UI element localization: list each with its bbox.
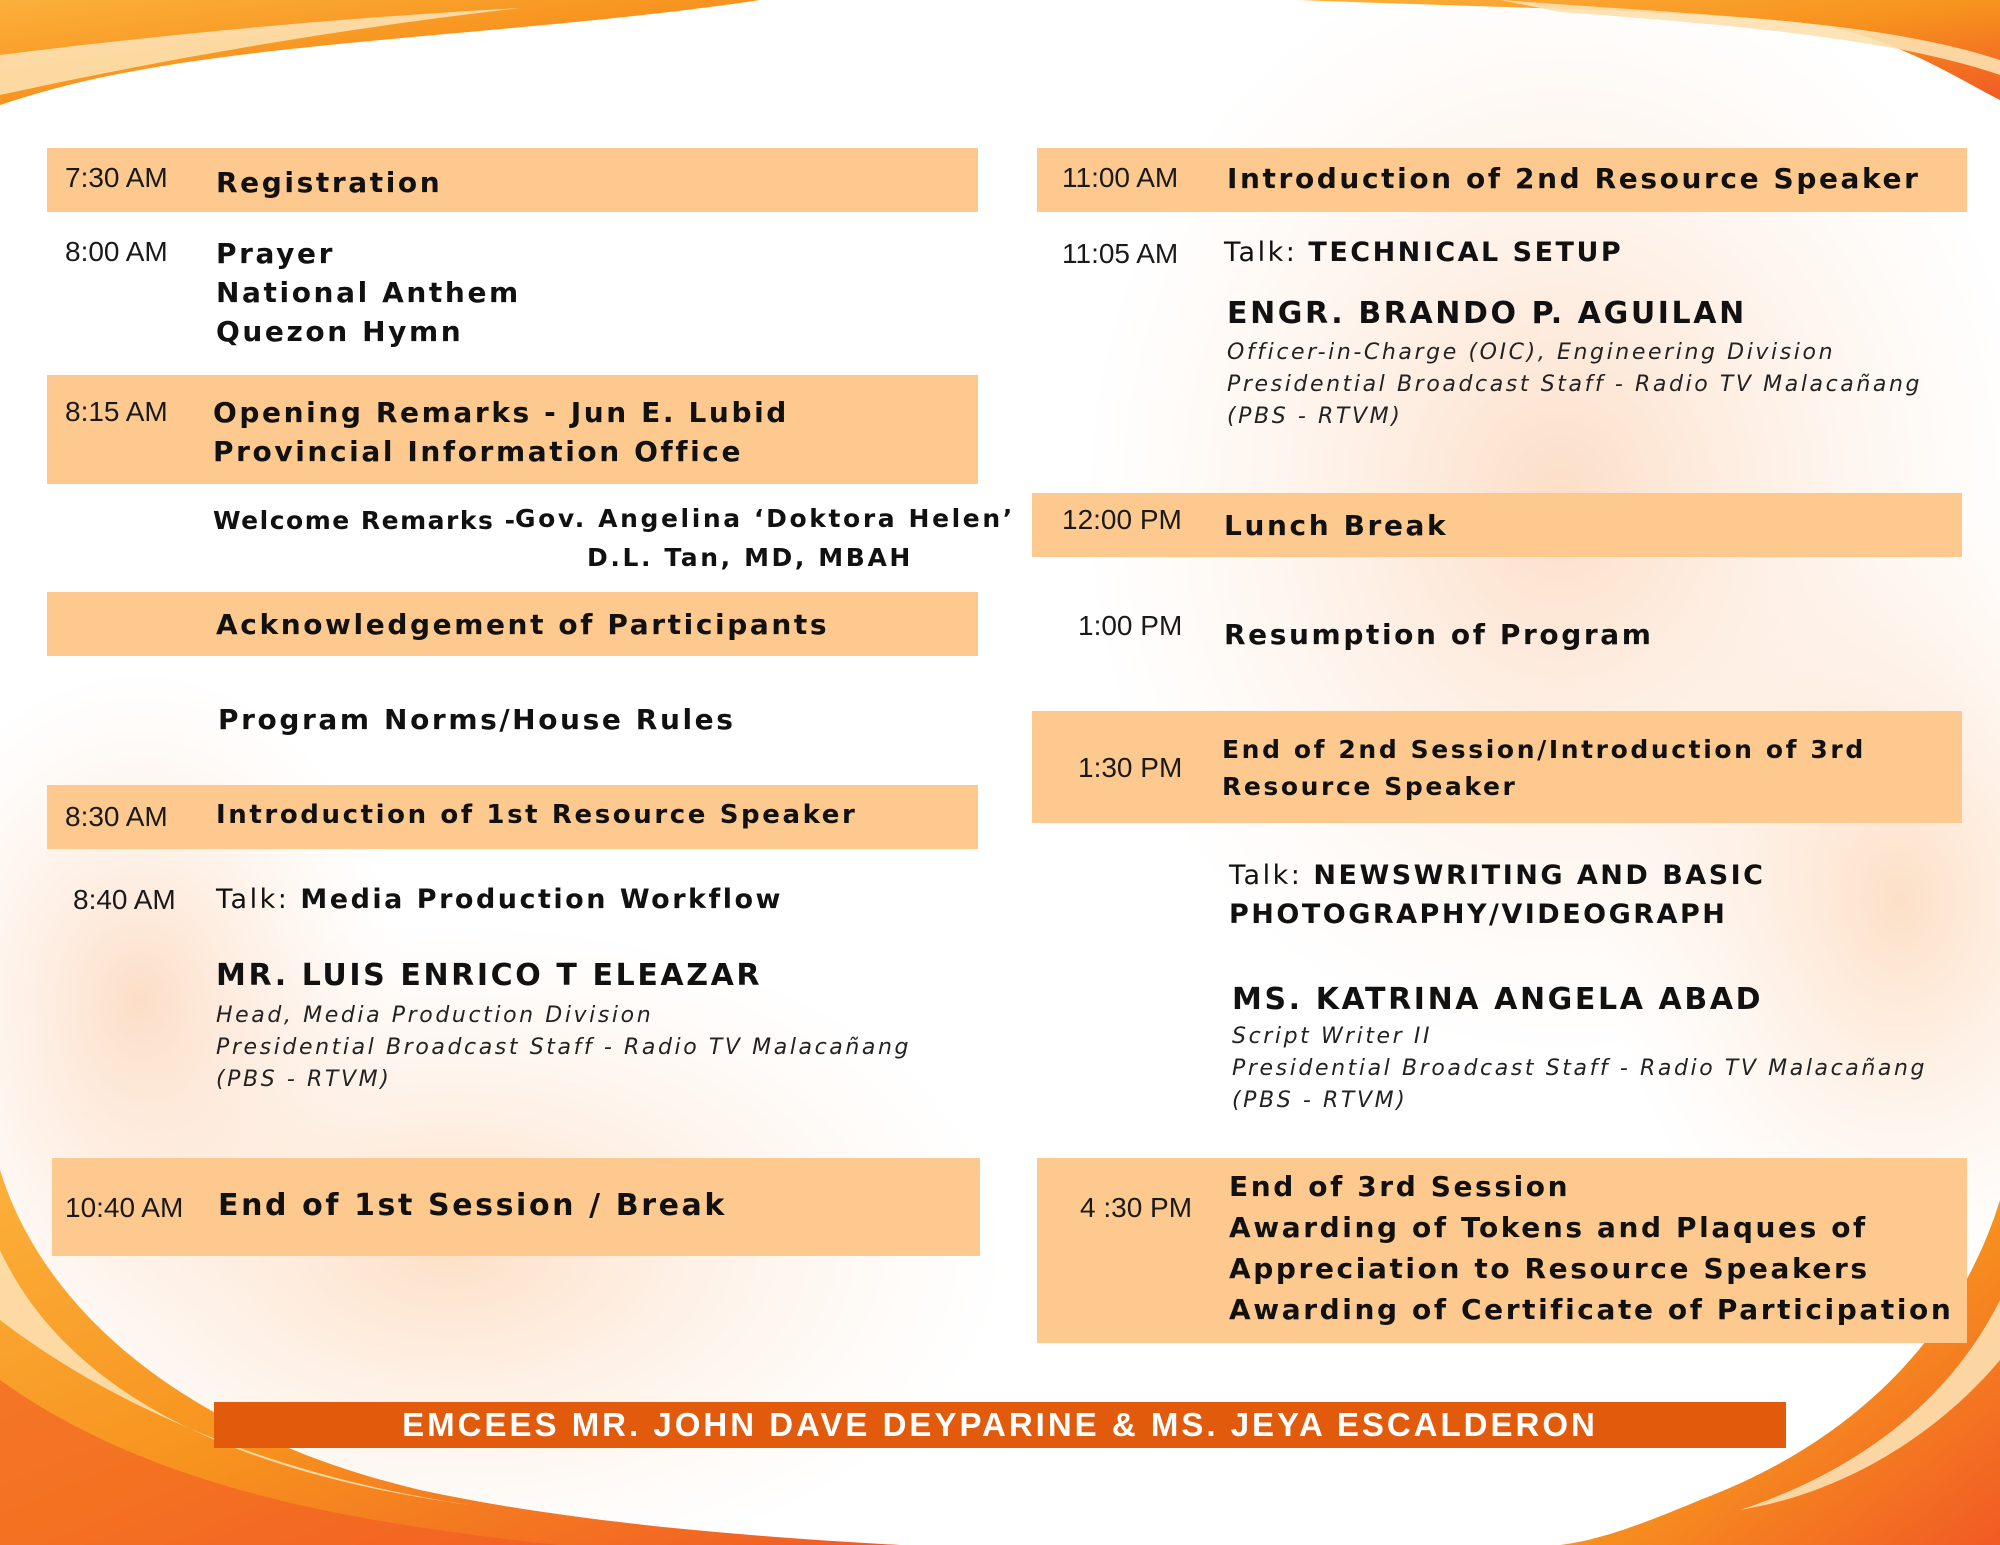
talk-3-title-line2: PHOTOGRAPHY/VIDEOGRAPH bbox=[1229, 899, 1728, 930]
registration-band bbox=[47, 148, 978, 212]
speaker-2-name: ENGR. BRANDO P. AGUILAN bbox=[1227, 296, 1747, 331]
welcome-remarks-credentials: D.L. Tan, MD, MBAH bbox=[587, 543, 913, 572]
end-2nd-line-2: Resource Speaker bbox=[1222, 772, 1518, 801]
appreciation-line: Appreciation to Resource Speakers bbox=[1229, 1252, 1870, 1285]
talk-2-title: TECHNICAL SETUP bbox=[1308, 237, 1624, 268]
emcees-banner: EMCEES MR. JOHN DAVE DEYPARINE & MS. JEYA ESCALDERON bbox=[214, 1402, 1786, 1448]
end-2nd-time: 1:30 PM bbox=[1078, 752, 1183, 783]
talk-3-label: Talk: bbox=[1229, 860, 1303, 891]
welcome-remarks-name: Gov. Angelina ‘Doktora Helen’ bbox=[515, 504, 1015, 533]
speaker-2-role: Officer-in-Charge (OIC), Engineering Division bbox=[1227, 340, 1836, 365]
opening-remarks-line: Opening Remarks - Jun E. Lubid bbox=[213, 396, 789, 429]
end-1st-time: 10:40 AM bbox=[65, 1192, 184, 1223]
lunch-time: 12:00 PM bbox=[1062, 504, 1182, 535]
norms-title: Program Norms/House Rules bbox=[218, 703, 736, 736]
end-3rd-time: 4 :30 PM bbox=[1080, 1192, 1193, 1223]
welcome-remarks-label: Welcome Remarks - bbox=[213, 506, 517, 535]
awarding-tokens-line: Awarding of Tokens and Plaques of bbox=[1229, 1211, 1868, 1244]
speaker-1-roles bbox=[216, 1000, 911, 1096]
speaker-3-role: Script Writer II bbox=[1232, 1024, 1433, 1049]
speaker-1-role: Head, Media Production Division bbox=[216, 1003, 654, 1028]
resumption-title: Resumption of Program bbox=[1224, 618, 1654, 651]
lunch-title: Lunch Break bbox=[1224, 509, 1449, 542]
acknowledgement-title: Acknowledgement of Participants bbox=[216, 608, 830, 641]
talk-2-heading bbox=[1224, 233, 1623, 272]
awarding-certificate-line: Awarding of Certificate of Participation bbox=[1229, 1293, 1954, 1326]
talk-1-label: Talk: bbox=[216, 884, 290, 915]
talk-1-title: Media Production Workflow bbox=[300, 884, 783, 915]
intro-1st-title: Introduction of 1st Resource Speaker bbox=[216, 800, 858, 830]
talk-3-heading bbox=[1229, 856, 1766, 934]
opening-remarks-text bbox=[213, 393, 789, 471]
opening-remarks-office: Provincial Information Office bbox=[213, 435, 744, 468]
speaker-3-roles bbox=[1232, 1021, 1927, 1117]
talk-2-time: 11:05 AM bbox=[1062, 238, 1179, 269]
end-3rd-line: End of 3rd Session bbox=[1229, 1170, 1571, 1203]
end-3rd-text bbox=[1229, 1166, 1953, 1330]
speaker-1-agency-abbr: (PBS - RTVM) bbox=[216, 1067, 392, 1092]
speaker-1-name: MR. LUIS ENRICO T ELEAZAR bbox=[216, 958, 763, 993]
speaker-2-agency: Presidential Broadcast Staff - Radio TV Malacañang bbox=[1227, 372, 1923, 397]
speaker-3-agency-abbr: (PBS - RTVM) bbox=[1232, 1088, 1408, 1113]
quezon-hymn-item: Quezon Hymn bbox=[216, 315, 464, 348]
registration-title: Registration bbox=[216, 166, 443, 199]
speaker-3-agency: Presidential Broadcast Staff - Radio TV Malacañang bbox=[1232, 1056, 1928, 1081]
speaker-2-agency-abbr: (PBS - RTVM) bbox=[1227, 404, 1403, 429]
intro-2nd-title: Introduction of 2nd Resource Speaker bbox=[1227, 162, 1921, 195]
talk-1-time: 8:40 AM bbox=[73, 884, 176, 915]
speaker-2-roles bbox=[1227, 337, 1922, 433]
speaker-3-name: MS. KATRINA ANGELA ABAD bbox=[1232, 982, 1764, 1017]
talk-2-label: Talk: bbox=[1224, 237, 1298, 268]
talk-1-heading bbox=[216, 880, 783, 919]
prayer-time: 8:00 AM bbox=[65, 236, 168, 267]
end-2nd-text bbox=[1222, 731, 1866, 805]
opening-ceremony-items bbox=[216, 234, 521, 351]
registration-time: 7:30 AM bbox=[65, 162, 168, 193]
prayer-item: Prayer bbox=[216, 237, 336, 270]
intro-1st-time: 8:30 AM bbox=[65, 801, 168, 832]
intro-2nd-time: 11:00 AM bbox=[1062, 162, 1179, 193]
resumption-time: 1:00 PM bbox=[1078, 610, 1183, 641]
speaker-1-agency: Presidential Broadcast Staff - Radio TV Malacañang bbox=[216, 1035, 912, 1060]
end-2nd-line: End of 2nd Session/Introduction of 3rd bbox=[1222, 735, 1866, 764]
talk-3-title-line1: NEWSWRITING AND BASIC bbox=[1313, 860, 1766, 891]
opening-remarks-time: 8:15 AM bbox=[65, 396, 168, 427]
end-1st-title: End of 1st Session / Break bbox=[218, 1188, 727, 1223]
national-anthem-item: National Anthem bbox=[216, 276, 521, 309]
